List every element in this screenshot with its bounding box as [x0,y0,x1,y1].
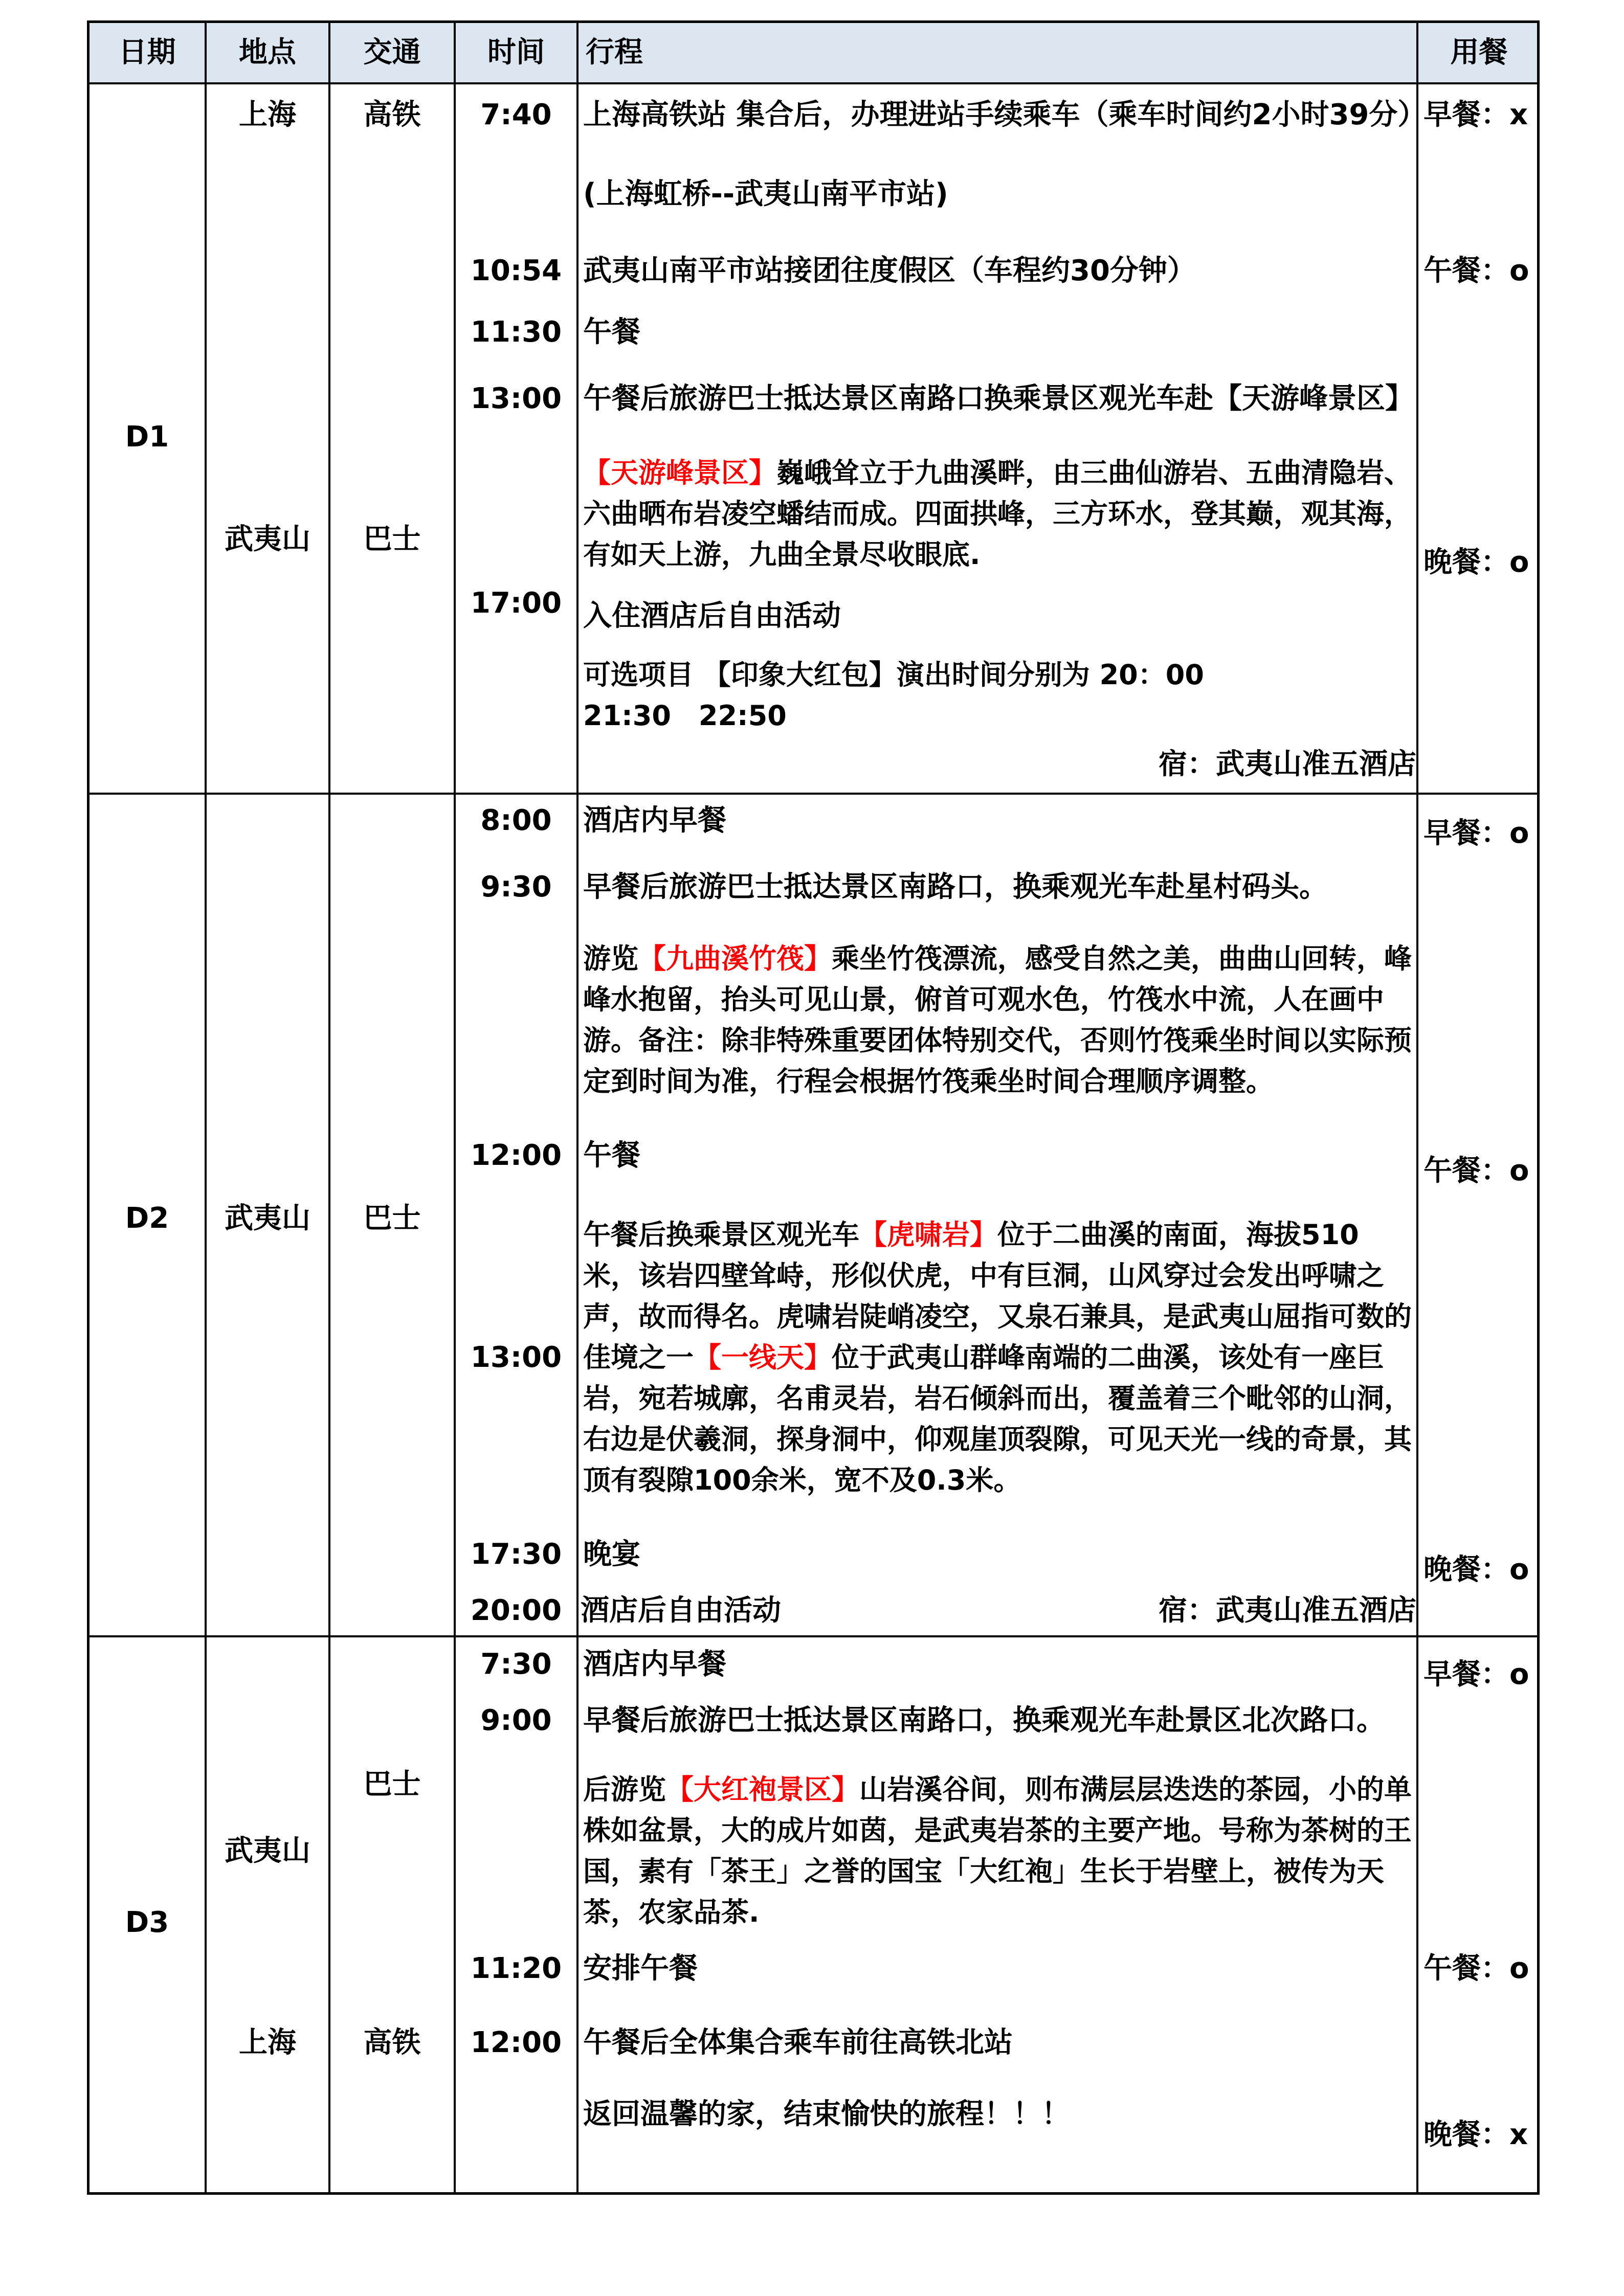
itinerary-line: 入住酒店后自由活动 [583,599,841,633]
itinerary-line: 返回温馨的家，结束愉快的旅程！！！ [583,2098,1070,2131]
itinerary-line: 酒店后自由活动 [581,1594,781,1627]
time-cell: 7:30 [480,1648,552,1681]
place-cell: 上海 [239,98,296,131]
day-label: D3 [125,1906,169,1939]
itinerary-line: (上海虹桥--武夷山南平市站) [583,177,948,211]
itinerary-line: 晚宴 [583,1538,640,1571]
time-cell: 11:30 [470,316,562,349]
time-cell: 9:00 [480,1704,552,1737]
row-divider [90,82,1537,84]
itinerary-paragraph: 午餐后换乘景区观光车【虎啸岩】位于二曲溪的南面，海拔510米，该岩四壁耸峙，形似伏虎，中有巨洞，山风穿过会发出呼啸之声，故而得名。虎啸岩陡峭凌空，又泉石兼具，是武夷山屈指可数的佳境之一【一线天】位于武夷山群峰南端的二曲溪，该处有一座巨岩，宛若城廓，名甫灵岩，岩石倾斜而出，覆盖着三个毗邻的山洞，右边是伏羲洞，探身洞中，仰观崖顶裂隙，可见天光一线的奇景，其顶有裂隙100余米，宽不及0.3米。 [583,1219,1412,1496]
meal-breakfast: 早餐：o [1423,817,1529,850]
column-divider [328,23,330,2192]
itinerary-line: 武夷山南平市站接团往度假区（车程约30分钟） [583,254,1196,287]
place-cell: 武夷山 [225,1834,310,1867]
time-cell: 8:00 [480,804,552,837]
place-cell: 武夷山 [225,1202,310,1235]
itinerary-paragraph: 后游览【大红袍景区】山岩溪谷间，则布满层层迭迭的茶园，小的单株如盆景，大的成片如茵，是武夷岩茶的主要产地。号称为茶树的王国，素有「茶王」之誉的国宝「大红袍」生长于岩壁上，被传为天茶，农家品茶. [583,1773,1412,1928]
header-place: 地点 [239,36,296,69]
time-cell: 10:54 [470,254,562,287]
meal-lunch: 午餐：o [1423,254,1529,287]
highlight-spot: 【天游峰景区】 [583,457,776,489]
itinerary-line: 上海高铁站 集合后，办理进站手续乘车（乘车时间约2小时39分） [583,98,1427,131]
row-divider [90,1635,1537,1637]
meal-dinner: 晚餐：o [1423,546,1529,579]
transport-cell: 高铁 [363,2026,421,2059]
highlight-spot: 【大红袍景区】 [666,1773,859,1806]
itinerary-line: 早餐后旅游巴士抵达景区南路口，换乘观光车赴景区北次路口。 [583,1704,1385,1737]
highlight-spot: 【九曲溪竹筏】 [638,942,832,975]
time-cell: 20:00 [470,1594,562,1627]
time-cell: 12:00 [470,2026,562,2059]
lodging: 宿：武夷山准五酒店 [1159,748,1416,781]
place-cell: 上海 [239,2026,296,2059]
itinerary-line: 午餐后全体集合乘车前往高铁北站 [583,2026,1013,2059]
header-transport: 交通 [363,36,421,69]
itinerary-paragraph: 游览【九曲溪竹筏】乘坐竹筏漂流，感受自然之美，曲曲山回转，峰峰水抱留，抬头可见山景，俯首可观水色，竹筏水中流，人在画中游。备注：除非特殊重要团体特别交代，否则竹筏乘坐时间以实际预定到时间为准，行程会根据竹筏乘坐时间合理顺序调整。 [583,942,1412,1097]
column-divider [576,23,579,2192]
column-divider [1416,23,1418,2192]
day-label: D2 [125,1202,169,1235]
header-meals: 用餐 [1450,36,1508,69]
meal-breakfast: 早餐：x [1423,98,1528,131]
transport-cell: 巴士 [363,1768,421,1801]
meal-breakfast: 早餐：o [1423,1658,1529,1691]
itinerary-line: 安排午餐 [583,1952,698,1985]
time-cell: 13:00 [470,1341,562,1374]
itinerary-line: 酒店内早餐 [583,804,726,837]
lodging: 宿：武夷山准五酒店 [1159,1594,1416,1627]
itinerary-line: 可选项目 【印象大红包】演出时间分别为 20：00 21:30 22:50 [583,659,1232,732]
transport-cell: 巴士 [363,1202,421,1235]
header-time: 时间 [487,36,545,69]
time-cell: 11:20 [470,1952,562,1985]
itinerary-paragraph: 【天游峰景区】巍峨耸立于九曲溪畔，由三曲仙游岩、五曲清隐岩、六曲晒布岩凌空蟠结而成。四面拱峰，三方环水，登其巅，观其海，有如天上游，九曲全景尽收眼底. [583,457,1412,571]
time-cell: 7:40 [480,98,552,131]
meal-lunch: 午餐：o [1423,1154,1529,1187]
itinerary-line: 午餐 [583,1139,640,1172]
time-cell: 9:30 [480,870,552,904]
itinerary-line: 午餐 [583,316,640,349]
itinerary-table [87,20,1540,2195]
place-cell: 武夷山 [225,523,310,556]
time-cell: 17:30 [470,1538,562,1571]
itinerary-line: 午餐后旅游巴士抵达景区南路口换乘景区观光车赴【天游峰景区】 [583,382,1414,415]
highlight-spot: 【虎啸岩】 [859,1219,997,1251]
time-cell: 17:00 [470,587,562,620]
time-cell: 12:00 [470,1139,562,1172]
transport-cell: 高铁 [363,98,421,131]
meal-lunch: 午餐：o [1423,1952,1529,1985]
transport-cell: 巴士 [363,523,421,556]
meal-dinner: 晚餐：o [1423,1553,1529,1586]
highlight-spot: 【一线天】 [694,1341,832,1374]
time-cell: 13:00 [470,382,562,415]
header-itinerary: 行程 [586,36,643,69]
meal-dinner: 晚餐：x [1423,2118,1528,2151]
day-label: D1 [125,420,169,454]
itinerary-line: 酒店内早餐 [583,1648,726,1681]
header-date: 日期 [118,36,176,69]
itinerary-line: 早餐后旅游巴士抵达景区南路口，换乘观光车赴星村码头。 [583,870,1328,904]
row-divider [90,793,1537,795]
